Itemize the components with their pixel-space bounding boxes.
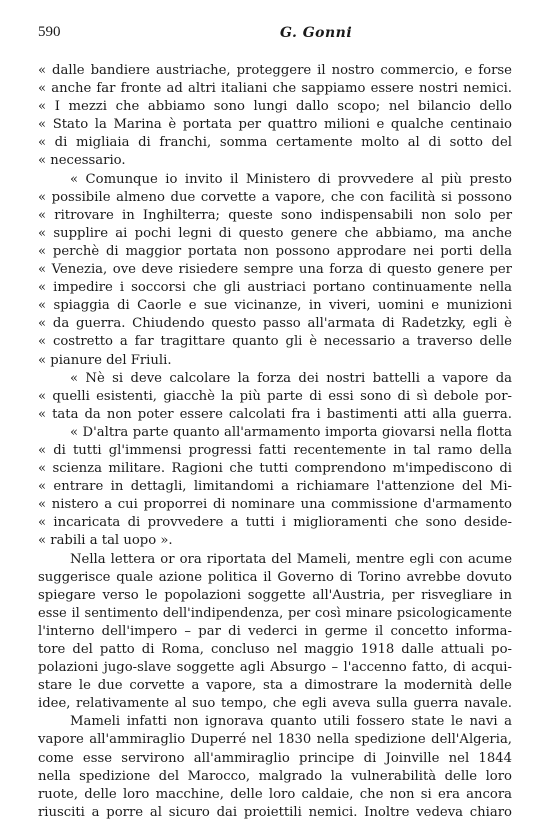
text-line: « perchè di maggior portata non possono approdare nei porti della: [38, 243, 512, 259]
text-line: polazioni jugo-slave soggette agli Absurgo – l'accenno fatto, di acqui-: [38, 660, 512, 676]
text-line: « ritrovare in Inghilterra; queste sono indispensabili non solo per: [38, 207, 512, 223]
text-line: « da guerra. Chiudendo questo passo all'armata di Radetzky, egli è: [38, 316, 512, 332]
text-line: « pianure del Friuli.: [38, 352, 172, 368]
text-line: « Nè si deve calcolare la forza dei nostri battelli a vapore da: [70, 370, 512, 386]
text-line: « incaricata di provvedere a tutti i miglioramenti che sono deside-: [38, 515, 512, 531]
text-line: « Stato la Marina è portata per quattro milioni e qualche centinaio: [38, 117, 512, 133]
text-line: stare le due corvette a vapore, sta a dimostrare la modernità delle: [38, 678, 512, 694]
text-line: tore del patto di Roma, concluso nel maggio 1918 dalle attuali po-: [38, 642, 512, 657]
text-line: « Venezia, ove deve risiedere sempre una forza di questo genere per: [38, 262, 512, 278]
text-line: « Comunque io invito il Ministero di provvedere al più presto: [70, 171, 512, 187]
text-line: « possibile almeno due corvette a vapore, che con facilità si possono: [38, 189, 512, 205]
text-line: esse il sentimento dell'indipendenza, per così minare psicologicamente: [38, 605, 512, 621]
text-line: « scienza militare. Ragioni che tutti comprendono m'impediscono di: [38, 461, 512, 477]
text-line: « supplire ai pochi legni di questo genere che abbiamo, ma anche: [38, 225, 512, 241]
page-number: 590: [38, 24, 61, 40]
text-line: « necessario.: [38, 153, 126, 169]
text-line: « nistero a cui proporrei di nominare una commissione d'armamento: [38, 497, 512, 513]
text-line: « spiaggia di Caorle e sue vicinanze, in viveri, uomini e munizioni: [38, 298, 512, 314]
text-line: spiegare verso le popolazioni soggette all'Austria, per risvegliare in: [38, 587, 512, 603]
text-line: ruote, delle loro macchine, delle loro caldaie, che non si era ancora: [38, 786, 512, 802]
text-line: « impedire i soccorsi che gli austriaci portano continuamente nella: [38, 280, 512, 296]
text-line: « costretto a far tragittare quanto gli è necessario a traverso delle: [38, 334, 512, 350]
page-header: [38, 24, 512, 44]
text-line: Nella lettera or ora riportata del Mameli, mentre egli con acume: [70, 551, 512, 567]
text-line: « anche far fronte ad altri italiani che sappiamo essere nostri nemici.: [38, 81, 512, 97]
body-text: [38, 62, 512, 822]
text-line: l'interno dell'impero – par di vederci in germe il concetto informa-: [38, 623, 512, 639]
text-line: riusciti a porre al sicuro dai proiettili nemici. Inoltre vedeva chiaro: [38, 804, 512, 820]
text-line: nella spedizione del Marocco, malgrado la vulnerabilità delle loro: [38, 768, 512, 784]
text-line: « D'altra parte quanto all'armamento importa giovarsi nella flotta: [70, 424, 512, 440]
text-line: suggerisce quale azione politica il Governo di Torino avrebbe dovuto: [38, 569, 512, 585]
text-line: « quelli esistenti, giacchè la più parte di essi sono di sì debole por-: [38, 388, 512, 404]
text-line: vapore all'ammiraglio Duperré nel 1830 nella spedizione dell'Algeria,: [38, 732, 512, 748]
text-line: « tata da non poter essere calcolati fra i bastimenti atti alla guerra.: [38, 406, 512, 422]
running-head: G. Gonni: [280, 25, 353, 41]
text-line: « I mezzi che abbiamo sono lungi dallo scopo; nel bilancio dello: [38, 99, 512, 115]
text-line: « di migliaia di franchi, somma certamente molto al di sotto del: [38, 135, 512, 151]
text-line: Mameli infatti non ignorava quanto utili fossero state le navi a: [70, 714, 512, 730]
text-line: come esse servirono all'ammiraglio principe di Joinville nel 1844: [38, 750, 512, 766]
text-line: idee, relativamente al suo tempo, che egli aveva sulla guerra navale.: [38, 696, 512, 712]
text-line: « di tutti gl'immensi progressi fatti recentemente in tal ramo della: [38, 442, 512, 458]
text-line: « dalle bandiere austriache, proteggere il nostro commercio, e forse: [38, 63, 512, 78]
text-line: « entrare in dettagli, limitandomi a richiamare l'attenzione del Mi-: [38, 479, 512, 495]
text-line: « rabili a tal uopo ».: [38, 533, 173, 549]
